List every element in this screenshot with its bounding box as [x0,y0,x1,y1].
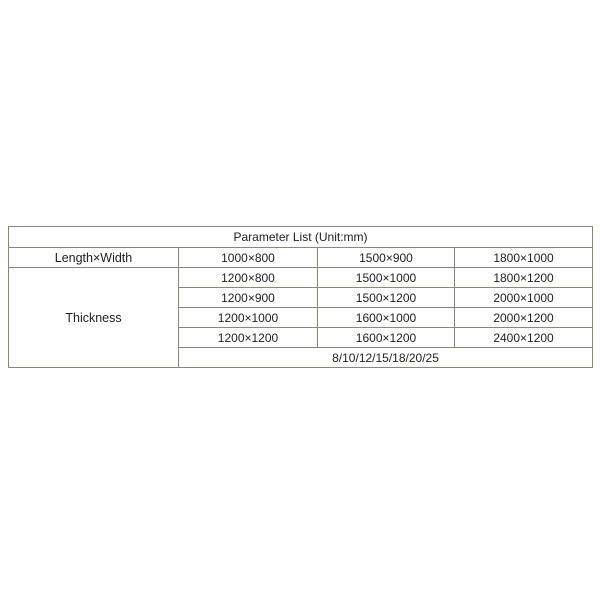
parameter-table [8,226,593,368]
table-cell: 2000×1200 [455,308,593,328]
table-cell: 1200×900 [179,288,318,308]
table-title: Parameter List (Unit:mm) [9,227,593,248]
thickness-label: Thickness [9,268,179,368]
table-cell: 1200×1000 [179,308,318,328]
table-cell: 2400×1200 [455,328,593,348]
table-title-row [9,227,593,248]
table-cell: 1600×1200 [318,328,455,348]
table-cell: 1600×1000 [318,308,455,328]
table-cell: 1500×1000 [318,268,455,288]
thickness-values: 8/10/12/15/18/20/25 [179,348,593,368]
parameter-table-container [8,226,592,368]
table-cell: 1000×800 [179,248,318,268]
table-row [9,248,593,268]
table-cell: 2000×1000 [455,288,593,308]
table-row [9,268,593,288]
table-cell: 1500×1200 [318,288,455,308]
table-cell: 1200×800 [179,268,318,288]
length-width-label: Length×Width [9,248,179,268]
table-cell: 1800×1200 [455,268,593,288]
table-cell: 1500×900 [318,248,455,268]
table-cell: 1200×1200 [179,328,318,348]
table-cell: 1800×1000 [455,248,593,268]
